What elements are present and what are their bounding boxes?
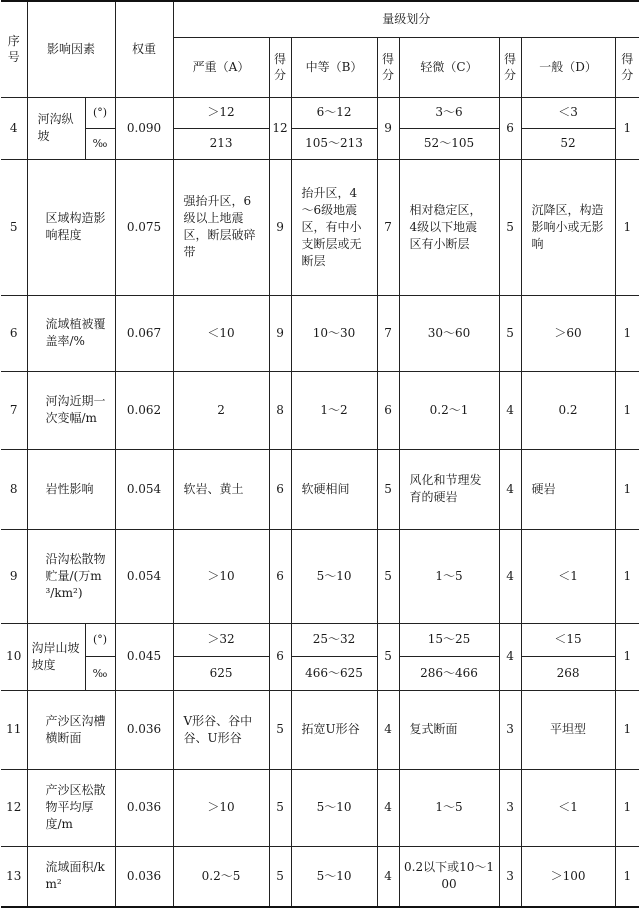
- grade-c-value: 52～105: [399, 128, 499, 159]
- weight: 0.045: [115, 623, 173, 690]
- grade-b-value: 466～625: [291, 656, 377, 690]
- score-c: 3: [499, 846, 521, 907]
- factor-name: 流域植被覆盖率/%: [27, 295, 115, 371]
- grade-d-value: 0.2: [521, 371, 615, 449]
- grade-c-value: 风化和节理发育的硬岩: [399, 449, 499, 529]
- factor-name: 产沙区沟槽横断面: [27, 690, 115, 769]
- grade-b-value: 105～213: [291, 128, 377, 159]
- score-c: 5: [499, 295, 521, 371]
- grade-c-value: 1～5: [399, 529, 499, 623]
- score-b: 6: [377, 371, 399, 449]
- score-d: 1: [615, 449, 639, 529]
- score-d: 1: [615, 371, 639, 449]
- grade-d-value: ＜1: [521, 769, 615, 846]
- unit-permille: ‰: [85, 656, 115, 690]
- grade-b-value: 10～30: [291, 295, 377, 371]
- score-a: 9: [269, 159, 291, 295]
- unit-permille: ‰: [85, 128, 115, 159]
- grade-c-value: 相对稳定区，4级以下地震区有小断层: [399, 159, 499, 295]
- grade-a-value: 强抬升区，6级以上地震区，断层破碎带: [173, 159, 269, 295]
- row-number: 8: [1, 449, 27, 529]
- weight: 0.036: [115, 769, 173, 846]
- grade-a-value: ＞12: [173, 97, 269, 128]
- score-a: 5: [269, 769, 291, 846]
- header-score: 得分: [615, 37, 639, 97]
- header-grade-c: 轻微（C）: [399, 37, 499, 97]
- factor-name: 沟岸山坡坡度: [27, 623, 85, 690]
- score-a: 6: [269, 529, 291, 623]
- grade-b-value: 1～2: [291, 371, 377, 449]
- grade-b-value: 拓宽U形谷: [291, 690, 377, 769]
- header-score: 得分: [499, 37, 521, 97]
- score-b: 9: [377, 97, 399, 159]
- score-d: 1: [615, 846, 639, 907]
- row-number: 11: [1, 690, 27, 769]
- header-score: 得分: [269, 37, 291, 97]
- row-number: 9: [1, 529, 27, 623]
- factor-name: 河沟纵坡: [27, 97, 85, 159]
- grade-a-value: ＞32: [173, 623, 269, 656]
- weight: 0.054: [115, 529, 173, 623]
- header-weight: 权重: [115, 1, 173, 97]
- grade-a-value: ＜10: [173, 295, 269, 371]
- header-grade-b: 中等（B）: [291, 37, 377, 97]
- grade-a-value: 625: [173, 656, 269, 690]
- grade-c-value: 0.2以下或10～100: [399, 846, 499, 907]
- score-a: 8: [269, 371, 291, 449]
- score-b: 4: [377, 846, 399, 907]
- grade-d-value: ＞60: [521, 295, 615, 371]
- weight: 0.036: [115, 846, 173, 907]
- score-b: 5: [377, 529, 399, 623]
- grade-d-value: ＜15: [521, 623, 615, 656]
- factor-name: 沿沟松散物贮量/(万m³/km²): [27, 529, 115, 623]
- score-b: 7: [377, 295, 399, 371]
- grade-a-value: ＞10: [173, 769, 269, 846]
- grade-d-value: ＞100: [521, 846, 615, 907]
- score-d: 1: [615, 690, 639, 769]
- score-b: 5: [377, 623, 399, 690]
- weight: 0.067: [115, 295, 173, 371]
- grade-c-value: 0.2～1: [399, 371, 499, 449]
- score-c: 3: [499, 690, 521, 769]
- grade-b-value: 25～32: [291, 623, 377, 656]
- score-d: 1: [615, 623, 639, 690]
- header-score: 得分: [377, 37, 399, 97]
- grade-a-value: V形谷、谷中谷、U形谷: [173, 690, 269, 769]
- score-c: 5: [499, 159, 521, 295]
- row-number: 7: [1, 371, 27, 449]
- grade-d-value: 硬岩: [521, 449, 615, 529]
- row-number: 4: [1, 97, 27, 159]
- factor-name: 岩性影响: [27, 449, 115, 529]
- debris-flow-grading-table: [1, 0, 639, 908]
- grade-b-value: 5～10: [291, 529, 377, 623]
- row-number: 6: [1, 295, 27, 371]
- header-grade-group: 量级划分: [173, 1, 639, 37]
- grade-a-value: ＞10: [173, 529, 269, 623]
- score-d: 1: [615, 769, 639, 846]
- header-seq: 序号: [1, 1, 27, 97]
- grade-c-value: 15～25: [399, 623, 499, 656]
- grade-d-value: 268: [521, 656, 615, 690]
- grade-d-value: ＜3: [521, 97, 615, 128]
- unit-degree: (°): [85, 97, 115, 128]
- score-a: 5: [269, 846, 291, 907]
- score-b: 4: [377, 769, 399, 846]
- grade-b-value: 抬升区，4～6级地震区，有中小支断层或无断层: [291, 159, 377, 295]
- score-c: 4: [499, 529, 521, 623]
- grade-a-value: 0.2～5: [173, 846, 269, 907]
- weight: 0.090: [115, 97, 173, 159]
- grade-c-value: 复式断面: [399, 690, 499, 769]
- factor-name: 产沙区松散物平均厚度/m: [27, 769, 115, 846]
- grade-d-value: 52: [521, 128, 615, 159]
- weight: 0.054: [115, 449, 173, 529]
- weight: 0.075: [115, 159, 173, 295]
- score-a: 6: [269, 623, 291, 690]
- grade-a-value: 软岩、黄土: [173, 449, 269, 529]
- score-a: 5: [269, 690, 291, 769]
- score-a: 6: [269, 449, 291, 529]
- score-d: 1: [615, 97, 639, 159]
- score-c: 3: [499, 769, 521, 846]
- grade-a-value: 213: [173, 128, 269, 159]
- grade-b-value: 5～10: [291, 846, 377, 907]
- grade-b-value: 5～10: [291, 769, 377, 846]
- weight: 0.036: [115, 690, 173, 769]
- header-grade-a: 严重（A）: [173, 37, 269, 97]
- score-b: 5: [377, 449, 399, 529]
- factor-name: 区域构造影响程度: [27, 159, 115, 295]
- grade-c-value: 1～5: [399, 769, 499, 846]
- grade-a-value: 2: [173, 371, 269, 449]
- grade-d-value: 平坦型: [521, 690, 615, 769]
- factor-name: 流域面积/km²: [27, 846, 115, 907]
- score-d: 1: [615, 529, 639, 623]
- score-d: 1: [615, 295, 639, 371]
- grade-c-value: 30～60: [399, 295, 499, 371]
- unit-degree: (°): [85, 623, 115, 656]
- weight: 0.062: [115, 371, 173, 449]
- score-b: 4: [377, 690, 399, 769]
- grade-c-value: 286～466: [399, 656, 499, 690]
- row-number: 13: [1, 846, 27, 907]
- grade-d-value: 沉降区，构造影响小或无影响: [521, 159, 615, 295]
- row-number: 10: [1, 623, 27, 690]
- grade-d-value: ＜1: [521, 529, 615, 623]
- header-grade-d: 一般（D）: [521, 37, 615, 97]
- grade-c-value: 3～6: [399, 97, 499, 128]
- score-d: 1: [615, 159, 639, 295]
- row-number: 12: [1, 769, 27, 846]
- score-b: 7: [377, 159, 399, 295]
- factor-name: 河沟近期一次变幅/m: [27, 371, 115, 449]
- header-factor: 影响因素: [27, 1, 115, 97]
- row-number: 5: [1, 159, 27, 295]
- grade-b-value: 软硬相间: [291, 449, 377, 529]
- score-c: 6: [499, 97, 521, 159]
- score-a: 12: [269, 97, 291, 159]
- score-c: 4: [499, 449, 521, 529]
- grade-b-value: 6～12: [291, 97, 377, 128]
- score-a: 9: [269, 295, 291, 371]
- score-c: 4: [499, 371, 521, 449]
- score-c: 4: [499, 623, 521, 690]
